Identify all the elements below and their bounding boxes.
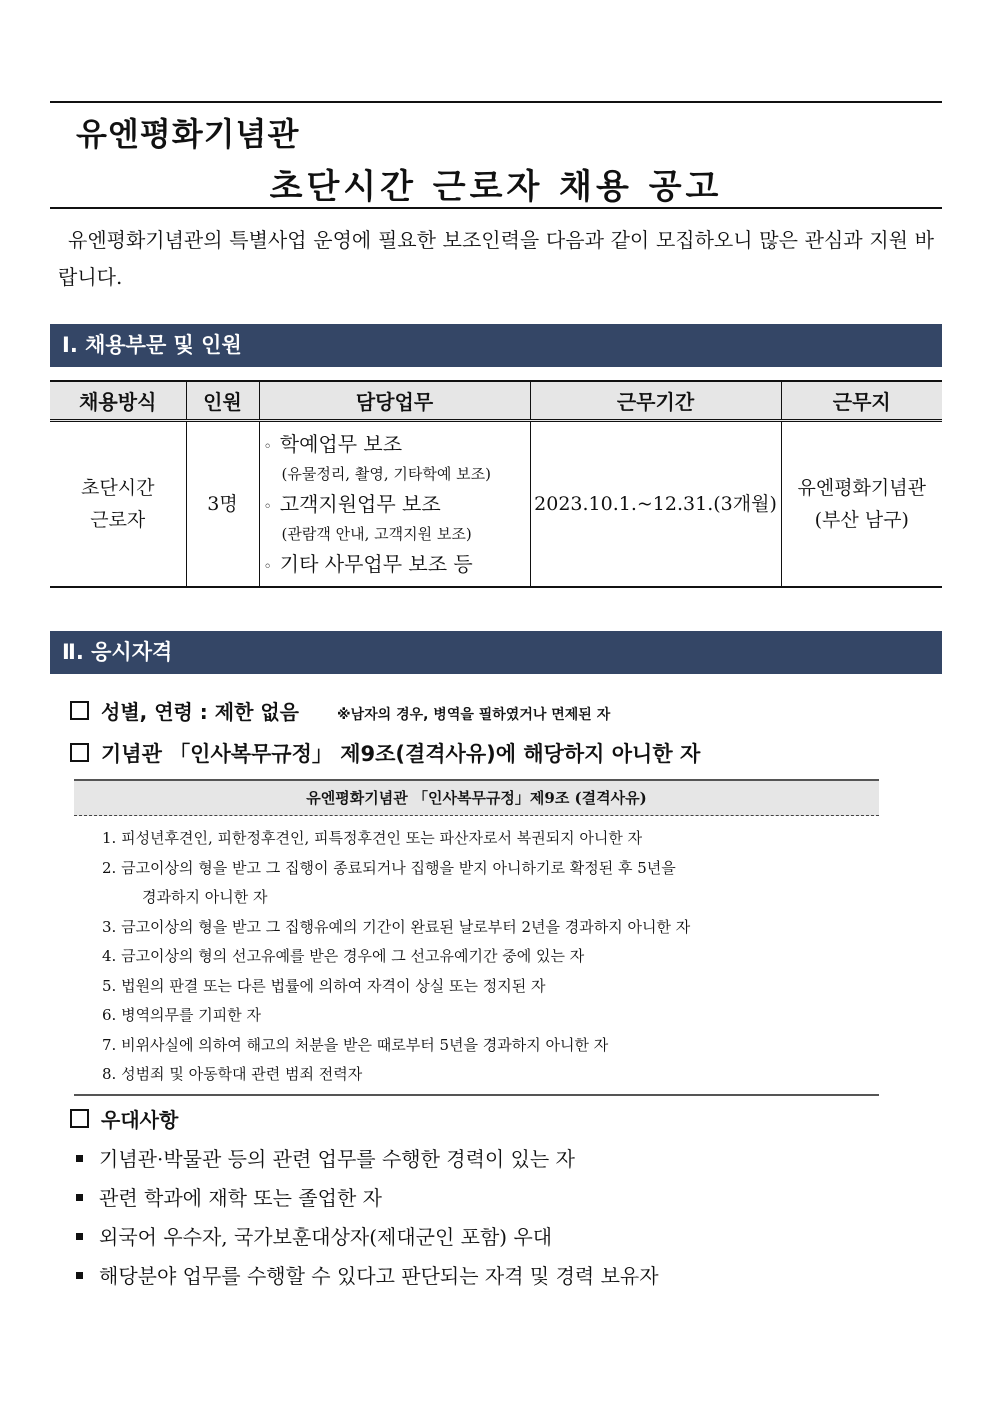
cell-period: 2023.10.1.~12.31.(3개월) xyxy=(530,421,781,588)
duty-main-text: 고객지원업무 보조 xyxy=(279,492,441,516)
duty-sub-text: (유물정리, 촬영, 기타학예 보조) xyxy=(281,465,491,483)
rule-item: 7. 비위사실에 의하여 해고의 처분을 받은 때로부터 5년을 경과하지 아니한 자 xyxy=(102,1035,609,1054)
square-bullet-icon xyxy=(76,1155,83,1162)
rule-item: 1. 피성년후견인, 피한정후견인, 피특정후견인 또는 파산자로서 복권되지 아니한 자 xyxy=(102,829,643,847)
cell-type xyxy=(50,421,186,588)
qualification-note: ※남자의 경우, 병역을 필하였거나 면제된 자 xyxy=(337,707,611,723)
preference-item xyxy=(76,1140,659,1179)
rules-list xyxy=(74,824,879,1090)
qualification-text: 기념관 「인사복무규정」 제9조(결격사유)에 해당하지 아니한 자 xyxy=(101,742,701,766)
rule-item: 5. 법원의 판결 또는 다른 법률에 의하여 자격이 상실 또는 정지된 자 xyxy=(102,976,546,995)
table-row xyxy=(50,421,942,588)
disqualification-rules-box xyxy=(74,779,879,1096)
col-header-duties: 담당업무 xyxy=(259,381,530,421)
preference-heading xyxy=(70,1104,178,1133)
col-header-period: 근무기간 xyxy=(530,381,781,421)
page-title: 초단시간 근로자 채용 공고 xyxy=(269,167,723,207)
rule-item: 4. 금고이상의 형의 선고유예를 받은 경우에 그 선고유예기간 중에 있는 자 xyxy=(102,947,585,965)
preference-list xyxy=(76,1140,659,1296)
preference-text: 기념관·박물관 등의 관련 업무를 수행한 경력이 있는 자 xyxy=(99,1147,575,1171)
rule-item: 3. 금고이상의 형을 받고 그 집행유예의 기간이 완료된 날로부터 2년을 경과하지 아니한 자 xyxy=(102,917,691,936)
type-line1: 초단시간 xyxy=(81,477,155,499)
square-bullet-icon xyxy=(76,1272,83,1279)
square-bullet-icon xyxy=(76,1233,83,1240)
rule-item: 8. 성범죄 및 아동학대 관련 범죄 전력자 xyxy=(102,1065,363,1083)
qualification-item xyxy=(70,738,700,768)
preference-item xyxy=(76,1257,659,1296)
duty-main-text: 기타 사무업무 보조 등 xyxy=(279,552,473,576)
circle-bullet-icon: ◦ xyxy=(263,499,272,515)
section1-header: Ⅰ. 채용부문 및 인원 xyxy=(50,324,942,367)
col-header-count: 인원 xyxy=(186,381,259,421)
recruit-table xyxy=(50,380,942,588)
square-bullet-icon xyxy=(76,1194,83,1201)
duty-item xyxy=(264,489,530,519)
cell-location xyxy=(781,421,942,588)
section2-header: Ⅱ. 응시자격 xyxy=(50,631,942,674)
duty-item xyxy=(264,429,530,459)
rule-item: 2. 금고이상의 형을 받고 그 집행이 종료되거나 집행을 받지 아니하기로 확정된 후 5년을 xyxy=(102,858,676,877)
preference-text: 관련 학과에 재학 또는 졸업한 자 xyxy=(99,1186,382,1210)
duty-main-text: 학예업무 보조 xyxy=(279,432,403,456)
duty-sub-text: (관람객 안내, 고객지원 보조) xyxy=(281,525,472,543)
col-header-location: 근무지 xyxy=(781,381,942,421)
location-line2: (부산 남구) xyxy=(814,509,909,531)
circle-bullet-icon: ◦ xyxy=(263,439,272,455)
col-header-type: 채용방식 xyxy=(50,381,186,421)
preference-item xyxy=(76,1218,659,1257)
checkbox-square-icon xyxy=(70,701,89,720)
preference-text: 해당분야 업무를 수행할 수 있다고 판단되는 자격 및 경력 보유자 xyxy=(99,1264,659,1288)
table-header-row xyxy=(50,381,942,421)
duty-item xyxy=(264,549,530,579)
qualification-text: 성별, 연령 : 제한 없음 xyxy=(101,700,300,724)
circle-bullet-icon: ◦ xyxy=(263,559,272,575)
cell-count: 3명 xyxy=(186,421,259,588)
title-block xyxy=(50,101,942,209)
preference-item xyxy=(76,1179,659,1218)
org-name: 유엔평화기념관 xyxy=(76,115,300,153)
checkbox-square-icon xyxy=(70,1109,89,1128)
rule-item: 6. 병역의무를 기피한 자 xyxy=(102,1006,262,1024)
preference-title: 우대사항 xyxy=(101,1108,179,1132)
qualification-item xyxy=(70,696,610,725)
location-line1: 유엔평화기념관 xyxy=(797,477,926,499)
intro-paragraph: 유엔평화기념관의 특별사업 운영에 필요한 보조인력을 다음과 같이 모집하오니 많은 관심과 지원 바랍니다. xyxy=(58,228,934,289)
type-line2: 근로자 xyxy=(90,509,146,531)
preference-text: 외국어 우수자, 국가보훈대상자(제대군인 포함) 우대 xyxy=(99,1225,553,1249)
rules-title: 유엔평화기념관 「인사복무규정」제9조 (결격사유) xyxy=(74,781,879,816)
checkbox-square-icon xyxy=(70,743,89,762)
rule-item-continuation: 경과하지 아니한 자 xyxy=(142,888,268,906)
cell-duties xyxy=(259,421,530,588)
